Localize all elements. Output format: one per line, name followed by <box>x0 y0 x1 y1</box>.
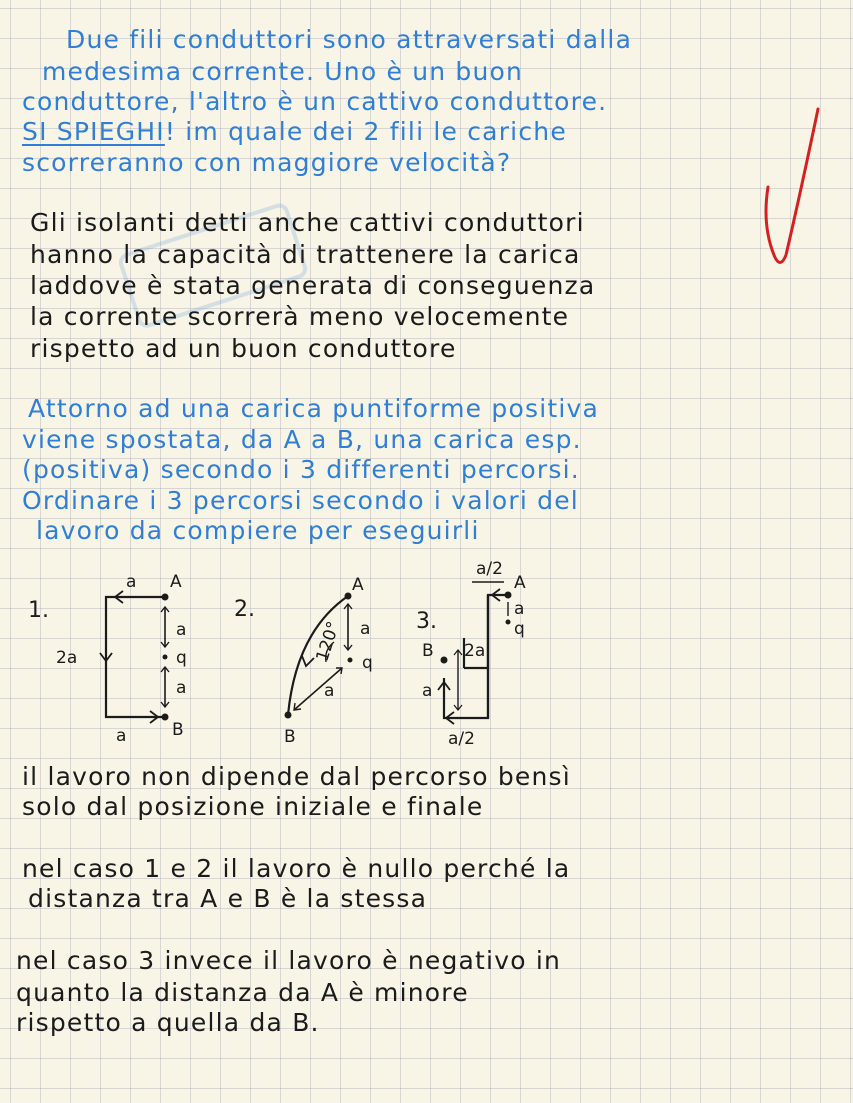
diagram-3-number: 3. <box>416 609 437 634</box>
diagram-3 <box>412 550 562 750</box>
diagram-2-point-a: A <box>352 575 364 595</box>
diagram-3-gap-label: a <box>514 599 525 619</box>
answer1-line-4: la corrente scorrerà meno velocemente <box>30 302 570 331</box>
diagram-1-gap-label-1: a <box>176 620 187 640</box>
diagram-2-gap-label: a <box>360 619 371 639</box>
question2-line-4: Ordinare i 3 percorsi secondo i valori del <box>22 486 579 515</box>
question1-emphasis: SI SPIEGHI <box>22 117 165 146</box>
diagram-1 <box>20 565 220 745</box>
question2-line-3: (positiva) secondo i 3 differenti percorsi. <box>22 455 580 484</box>
diagram-1-point-a: A <box>170 572 182 592</box>
diagram-1-gap-label-2: a <box>176 678 187 698</box>
diagram-2-radius-label: a <box>324 681 335 701</box>
answer2-line-4: distanza tra A e B è la stessa <box>28 884 428 913</box>
question1-line-3: conduttore, l'altro è un cattivo conduttore. <box>22 87 608 116</box>
answer2-line-7: rispetto a quella da B. <box>16 1008 320 1037</box>
diagram-3-left-label: a <box>422 681 433 701</box>
answer2-line-2: solo dal posizione iniziale e finale <box>22 792 484 821</box>
question1-line-4: SI SPIEGHI! im quale dei 2 fili le cariche <box>22 117 567 146</box>
diagram-1-number: 1. <box>28 598 49 623</box>
diagram-1-side-label: 2a <box>56 648 78 668</box>
diagram-1-point-b: B <box>172 720 184 740</box>
diagram-2-angle-label: 120° <box>312 618 345 665</box>
diagram-2-number: 2. <box>234 597 255 622</box>
diagram-2-point-b: B <box>284 727 296 747</box>
question2-line-5: lavoro da compiere per eseguirli <box>36 516 480 545</box>
diagram-3-point-a: A <box>514 573 526 593</box>
question2-line-2: viene spostata, da A a B, una carica esp. <box>22 425 582 454</box>
diagram-2-charge: q <box>362 653 373 673</box>
diagram-3-point-b: B <box>422 641 434 661</box>
red-check-icon <box>760 105 830 275</box>
answer1-line-5: rispetto ad un buon conduttore <box>30 334 457 363</box>
question2-line-1: Attorno ad una carica puntiforme positiva <box>28 394 600 423</box>
answer2-line-1: il lavoro non dipende dal percorso bensì <box>22 762 571 791</box>
answer2-line-6: quanto la distanza da A è minore <box>16 978 469 1007</box>
question1-line-1: Due fili conduttori sono attraversati dalla <box>66 25 633 54</box>
diagram-3-side-label: 2a <box>464 641 486 661</box>
question1-line-2: medesima corrente. Uno è un buon <box>42 57 524 86</box>
diagram-3-top-label: a/2 <box>476 559 503 579</box>
diagram-1-charge: q <box>176 648 187 668</box>
answer1-line-3: laddove è stata generata di conseguenza <box>30 271 596 300</box>
answer2-line-5: nel caso 3 invece il lavoro è negativo in <box>16 946 562 975</box>
answer1-line-2: hanno la capacità di trattenere la carica <box>30 240 581 269</box>
question1-line-5: scorreranno con maggiore velocità? <box>22 148 512 177</box>
diagram-2 <box>228 570 398 760</box>
diagram-1-top-label: a <box>126 572 137 592</box>
answer1-line-1: Gli isolanti detti anche cattivi conduttori <box>30 208 585 237</box>
question1-line-4-text: im quale dei 2 fili le cariche <box>185 117 567 146</box>
answer2-line-3: nel caso 1 e 2 il lavoro è nullo perché la <box>22 854 571 883</box>
diagram-1-bottom-label: a <box>116 726 127 746</box>
diagram-3-bottom-label: a/2 <box>448 729 475 749</box>
diagram-3-charge: q <box>514 619 525 639</box>
